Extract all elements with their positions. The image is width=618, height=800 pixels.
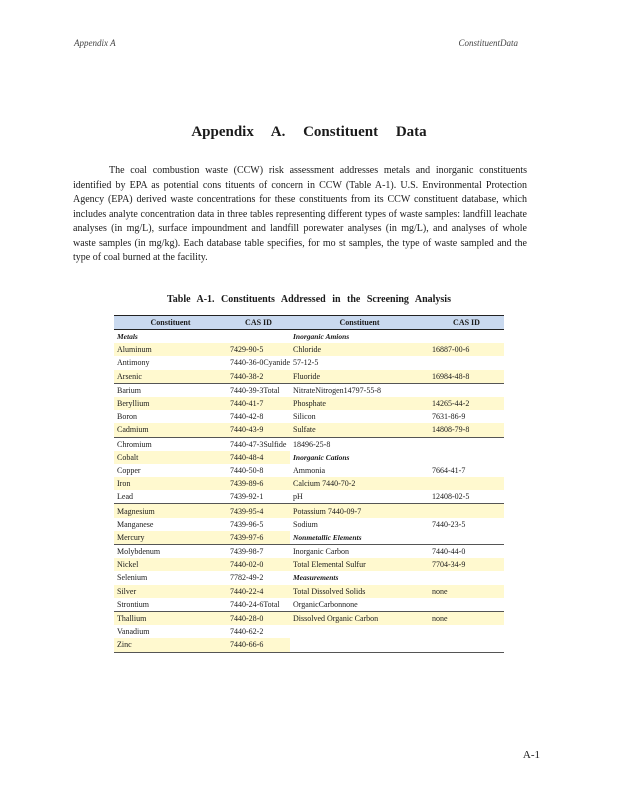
table-row [114,504,504,518]
constituent-cell: pH [293,492,303,502]
cas-id-cell: 7439-89-6 [227,477,290,490]
constituent-cell: Measurements [293,573,339,583]
cas-id-cell [429,571,504,584]
constituent-cell: Total Elemental Sulfur [290,558,429,571]
table-row [114,490,504,504]
cas-id-cell: 7440-39-3Total [227,383,290,397]
cas-id-cell: 7440-50-8 [230,465,264,475]
constituent-cell: Arsenic [114,370,227,384]
constituent-cell: Cobalt [114,451,227,464]
constituent-cell: Thallium [114,611,227,625]
cas-id-cell: 7664-41-7 [432,465,466,475]
table-row [114,625,504,638]
cas-id-cell [429,356,504,369]
cas-id-cell: 12408-02-5 [432,492,470,502]
constituent-cell: 57-12-5 [293,358,319,368]
table-row [114,571,504,584]
cas-id-cell: 16887-00-6 [429,343,504,356]
constituent-cell: Dissolved Organic Carbon [290,611,429,625]
table-row [114,545,504,559]
cas-id-cell: 7704-34-9 [429,558,504,571]
constituent-cell: Vanadium [117,627,150,637]
constituent-cell: Barium [114,383,227,397]
cas-id-cell: 7440-42-8 [230,412,264,422]
page-number: A-1 [522,749,540,761]
cas-id-cell: 7440-22-4 [227,585,290,598]
constituent-cell: Silicon [293,412,316,422]
table-row [114,585,504,598]
table-caption: Table A-1. Constituents Addressed in the Screening Analysis [167,294,451,305]
cas-id-cell [429,598,504,612]
cas-id-cell: none [429,585,504,598]
page-title: Appendix A. Constituent Data [191,124,427,140]
table-row [114,531,504,545]
constituent-cell: 18496-25-8 [290,437,429,451]
table-row [114,451,504,464]
cas-id-cell: 7440-66-6 [227,638,290,652]
table-row [114,598,504,612]
constituent-cell [290,638,429,652]
constituent-cell: Sodium [293,519,318,529]
cas-id-cell: 14265-44-2 [429,397,504,410]
table-row [114,518,504,531]
cas-id-cell: 7440-48-4 [227,451,290,464]
constituent-cell: OrganicCarbonnone [293,599,358,609]
constituent-cell: Inorganic Carbon [290,545,429,559]
cas-id-cell [227,330,290,344]
constituent-cell: Selenium [117,573,148,583]
table-row [114,477,504,490]
table-row [114,423,504,437]
table-row [114,370,504,384]
table-row [114,437,504,451]
constituent-cell: Beryllium [114,397,227,410]
cas-id-cell [429,451,504,464]
cas-id-cell: 7439-95-4 [227,504,290,518]
constituents-table [114,315,504,653]
table-row [114,410,504,423]
constituent-cell: Phosphate [290,397,429,410]
header-cas-id-2: CAS ID [429,316,504,330]
constituent-cell: Copper [117,465,141,475]
constituent-cell: Fluoride [290,370,429,384]
table-row [114,611,504,625]
header-cas-id-1: CAS ID [227,316,290,330]
cas-id-cell: 7440-44-0 [429,545,504,559]
cas-id-cell: 7782-49-2 [230,573,264,583]
constituent-cell: Nickel [114,558,227,571]
cas-id-cell: 7439-98-7 [227,545,290,559]
cas-id-cell: 7440-36-0Cyanide [230,358,290,368]
table-header-row [114,316,504,330]
cas-id-cell [429,625,504,638]
constituent-cell: Sulfate [290,423,429,437]
cas-id-cell [429,437,504,451]
table-row [114,638,504,652]
cas-id-cell: 7631-86-9 [432,412,466,422]
cas-id-cell: 7439-92-1 [230,492,264,502]
constituent-cell: Zinc [114,638,227,652]
constituent-cell: Molybdenum [114,545,227,559]
constituent-cell: Potassium 7440-09-7 [290,504,429,518]
cas-id-cell: none [429,611,504,625]
constituent-cell: Nonmetallic Elements [293,532,362,542]
cas-id-cell: 14808-79-8 [429,423,504,437]
constituent-cell: Aluminum [114,343,227,356]
cas-id-cell: 16984-48-8 [429,370,504,384]
constituent-cell: Calcium 7440-70-2 [290,477,429,490]
cas-id-cell: 7439-97-6 [227,531,290,545]
header-constituent-1: Constituent [114,316,227,330]
constituent-cell: Inorganic Amions [293,332,350,342]
constituent-cell: Chromium [114,437,227,451]
table-row [114,343,504,356]
constituent-cell: Ammonia [293,465,325,475]
constituent-cell: Total Dissolved Solids [290,585,429,598]
cas-id-cell [429,531,504,545]
cas-id-cell [429,330,504,344]
cas-id-cell: 7440-28-0 [227,611,290,625]
table-row [114,383,504,397]
cas-id-cell: 7440-43-9 [227,423,290,437]
constituent-cell: Metals [117,332,138,342]
constituent-cell: Silver [114,585,227,598]
table-row [114,397,504,410]
cas-id-cell: 7439-96-5 [230,519,264,529]
cas-id-cell: 7440-24-6Total [230,599,280,609]
constituent-cell [290,625,429,638]
constituent-cell: Lead [117,492,133,502]
cas-id-cell: 7440-62-2 [230,627,264,637]
header-constituent-2: Constituent [290,316,429,330]
constituent-cell: Mercury [114,531,227,545]
table-row [114,464,504,477]
cas-id-cell: 7429-90-5 [227,343,290,356]
constituent-cell: Inorganic Cations [293,452,350,462]
constituent-cell: Chloride [290,343,429,356]
cas-id-cell: 7440-02-0 [227,558,290,571]
cas-id-cell [429,477,504,490]
cas-id-cell [429,504,504,518]
constituent-cell: Cadmium [114,423,227,437]
running-header-right: ConstituentData [458,38,518,48]
constituent-cell: Manganese [117,519,154,529]
constituent-cell: Strontium [117,599,150,609]
cas-id-cell [429,383,504,397]
table-row [114,330,504,344]
running-header-left: Appendix A [74,38,116,48]
table-row [114,356,504,369]
constituent-cell: NitrateNitrogen14797-55-8 [290,383,429,397]
table-body [114,330,504,653]
cas-id-cell [429,638,504,652]
cas-id-cell: 7440-23-5 [432,519,466,529]
constituent-cell: Iron [114,477,227,490]
constituent-cell: Antimony [117,358,150,368]
cas-id-cell: 7440-47-3Sulfide [227,437,290,451]
constituent-cell: Magnesium [114,504,227,518]
constituent-cell: Boron [117,412,137,422]
cas-id-cell: 7440-41-7 [227,397,290,410]
cas-id-cell: 7440-38-2 [227,370,290,384]
table-row [114,558,504,571]
intro-paragraph: The coal combustion waste (CCW) risk assessment addresses metals and inorganic constituents identified by EPA as potential cons tituents of concern in CCW (Table A-1). U.S. Environmental Protection Agency (EPA) derived waste concentrations for these constituents from its CCW constituent database, which includes analyte concentration data in three tables representing different types of waste samples: landfill leachate analyses (in mg/L), surface impoundment and landfill porewater analyses (in mg/L), and analyses of whole waste samples (in mg/kg). Each database table specifies, for mo st samples, the type of waste sampled and the type of coal burned at the facility. [73,165,527,263]
